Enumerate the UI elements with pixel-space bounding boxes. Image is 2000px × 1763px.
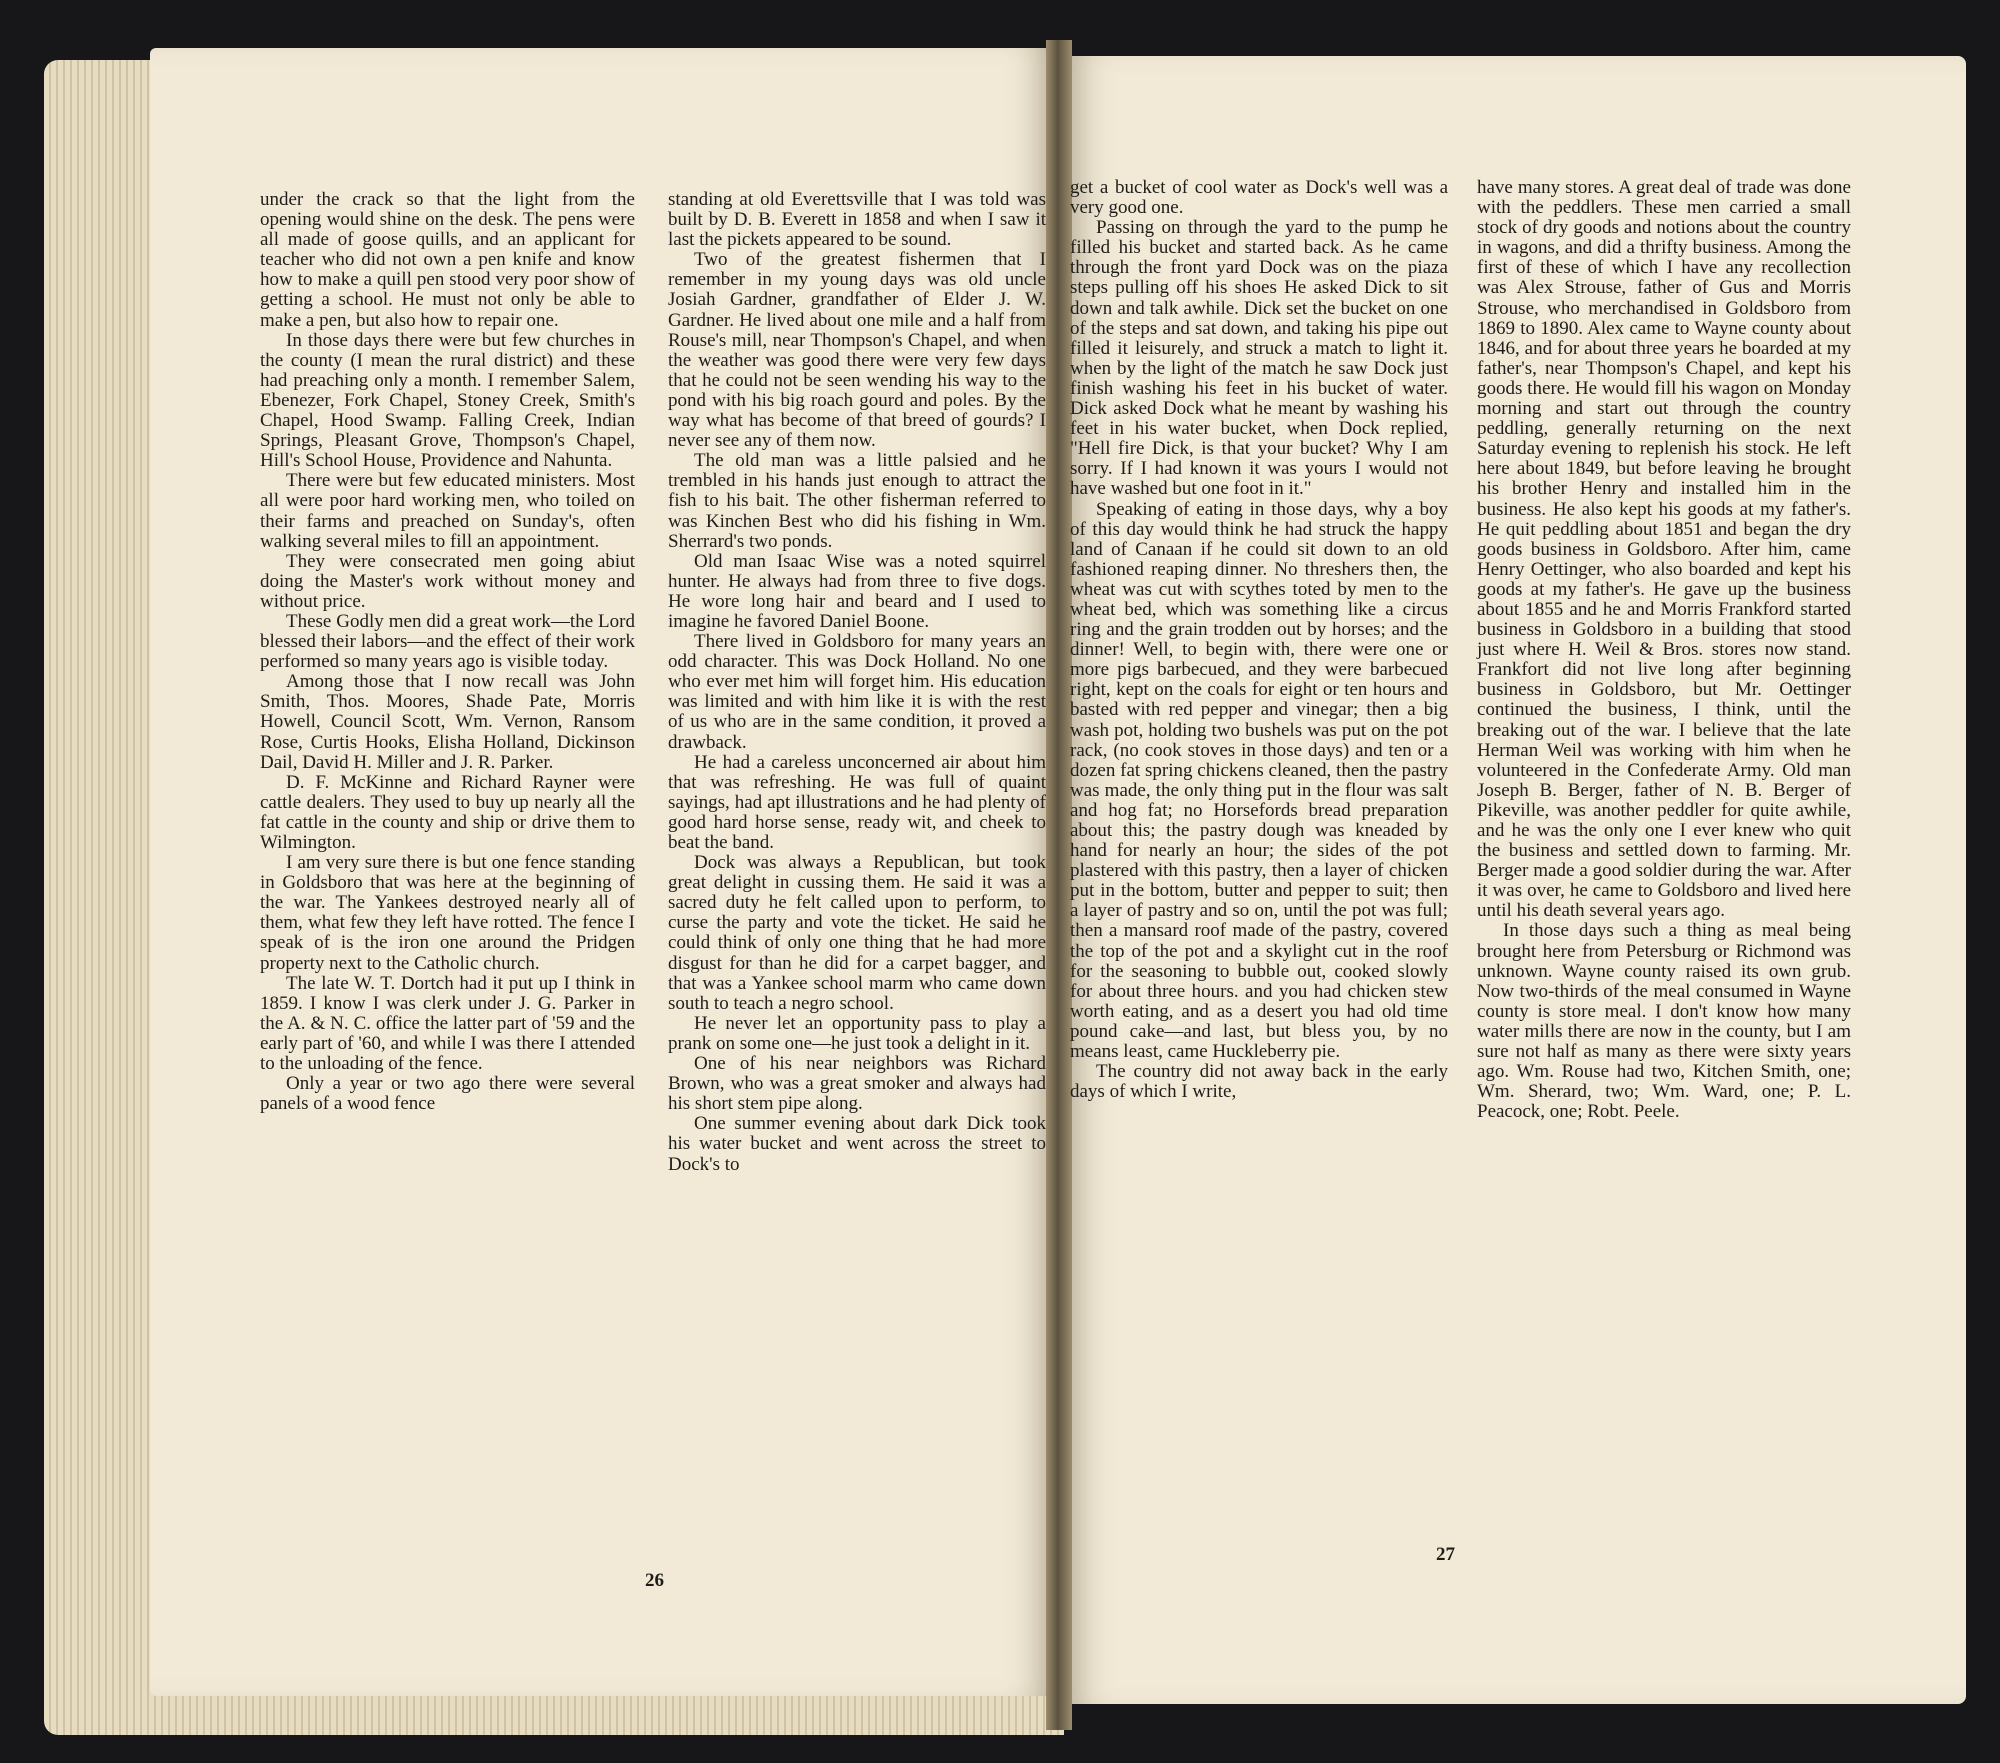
- paragraph: One of his near neighbors was Richard Brown, who was a great smoker and always had his short stem pipe along.: [668, 1053, 1046, 1115]
- paragraph: I am very sure there is but one fence standing in Goldsboro that was here at the beginning of the war. The Yankees destroyed nearly all of them, what few they left have rotted. The fence I speak of is the iron one around the Pridgen property next to the Catholic church.: [260, 852, 635, 974]
- paragraph: Old man Isaac Wise was a noted squirrel hunter. He always had from three to five dogs. He wore long hair and beard and I used to imagine he favored Daniel Boone.: [668, 550, 1046, 632]
- page-number-left: 26: [645, 1570, 664, 1591]
- right-page-column-1: [1070, 178, 1448, 1102]
- page-number-right: 27: [1436, 1544, 1455, 1565]
- left-page-column-2: [668, 190, 1046, 1175]
- right-page-column-2: [1477, 178, 1851, 1122]
- left-page-column-1: [260, 190, 635, 1114]
- paragraph: Speaking of eating in those days, why a boy of this day would think he had struck the happy land of Canaan if he could sit down to an old fashioned reaping dinner. No threshers then, the wheat was cut with scythes toted by men to the wheat bed, which was something like a circus ring and the grain trodden out by horses; and the dinner! Well, to begin with, there were one or more pigs barbecued, and they were barbecued right, kept on the coals for eight or ten hours and basted with red pepper and vinegar; then a big wash pot, holding two bushels was put on the pot rack, (no cook stoves in those days) and ten or a dozen fat spring chickens cleaned, then the pastry was made, the only thing put in the flour was salt and hog fat; no Horsefords bread preparation about this; the pastry dough was kneaded by hand for nearly an hour; the sides of the pot plastered with this pastry, then a layer of chicken put in the bottom, butter and pepper to suit; then a layer of pastry and so on, until the pot was full; then a mansard roof made of the pastry, covered the top of the pot and a skylight cut in the roof for the seasoning to bubble out, cooked slowly for about three hours. and you had chicken stew worth eating, and as a desert you had old time pound cake—and last, but bless you, by no means least, came Huckleberry pie.: [1070, 498, 1448, 1063]
- paragraph: He never let an opportunity pass to play a prank on some one—he just took a delight in it.: [668, 1012, 1046, 1054]
- paragraph: Only a year or two ago there were several panels of a wood fence: [260, 1073, 635, 1115]
- paragraph: One summer evening about dark Dick took his water bucket and went across the street to Dock's to: [668, 1113, 1046, 1175]
- paragraph: have many stores. A great deal of trade was done with the peddlers. These men carried a small stock of dry goods and notions about the country in wagons, and did a thrifty business. Among the first of these of which I have any recollection was Alex Strouse, father of Gus and Morris Strouse, who merchandised in Goldsboro from 1869 to 1890. Alex came to Wayne county about 1846, and for about three years he boarded at my father's, near Thompson's Chapel, and kept his goods there. He would fill his wagon on Monday morning and start out through the country peddling, generally returning on the next Saturday evening to replenish his stock. He left here about 1849, but before leaving he brought his brother Henry and installed him in the business. He also kept his goods at my father's. He quit peddling about 1851 and began the dry goods business in Goldsboro. After him, came Henry Oettinger, who also boarded and kept his goods at my father's. He gave up the business about 1855 and he and Morris Frankford started business in Goldsboro in a building that stood just where H. Weil & Bros. stores now stand. Frankfort did not live long after beginning business in Goldsboro, but Mr. Oettinger continued the business, I think, until the breaking out of the war. I believe that the late Herman Weil was working with him when he volunteered in the Confederate Army. Old man Joseph B. Berger, father of N. B. Berger of Pikeville, was another peddler for quite awhile, and he was the only one I ever knew who quit the business and settled down to farming. Mr. Berger made a good soldier during the war. After it was over, he came to Goldsboro and lived here until his death several years ago.: [1477, 177, 1851, 922]
- paragraph: There lived in Goldsboro for many years an odd character. This was Dock Holland. No one who ever met him will forget him. His education was limited and with him like it is with the rest of us who are in the same condition, it proved a drawback.: [668, 631, 1046, 753]
- paragraph: under the crack so that the light from the opening would shine on the desk. The pens were all made of goose quills, and an applicant for teacher who did not own a pen knife and know how to make a quill pen stood very poor show of getting a school. He must not only be able to make a pen, but also how to repair one.: [260, 189, 635, 331]
- paragraph: They were consecrated men going abiut doing the Master's work without money and without price.: [260, 550, 635, 612]
- paragraph: In those days such a thing as meal being brought here from Petersburg or Richmond was unknown. Wayne county raised its own grub. Now two-thirds of the meal consumed in Wayne county is store meal. I don't know how many water mills there are now in the county, but I am sure not half as many as there were sixty years ago. Wm. Rouse had two, Kitchen Smith, one; Wm. Sherard, two; Wm. Ward, one; P. L. Peacock, one; Robt. Peele.: [1477, 920, 1851, 1123]
- paragraph: D. F. McKinne and Richard Rayner were cattle dealers. They used to buy up nearly all the fat cattle in the county and ship or drive them to Wilmington.: [260, 771, 635, 853]
- paragraph: Among those that I now recall was John Smith, Thos. Moores, Shade Pate, Morris Howell, Council Scott, Wm. Vernon, Ransom Rose, Curtis Hooks, Elisha Holland, Dickinson Dail, David H. Miller and J. R. Parker.: [260, 671, 635, 773]
- paragraph: The late W. T. Dortch had it put up I think in 1859. I know I was clerk under J. G. Parker in the A. & N. C. office the latter part of '59 and the early part of '60, and while I was there I attended to the unloading of the fence.: [260, 972, 635, 1075]
- paragraph: standing at old Everettsville that I was told was built by D. B. Everett in 1858 and when I saw it last the pickets appeared to be sound.: [668, 189, 1046, 251]
- paragraph: He had a careless unconcerned air about him that was refreshing. He was full of quaint sayings, had apt illustrations and he had plenty of good hard horse sense, ready wit, and cheek to beat the band.: [668, 751, 1046, 853]
- paragraph: These Godly men did a great work—the Lord blessed their labors—and the effect of their work performed so many years ago is visible today.: [260, 610, 635, 673]
- paragraph: The country did not away back in the early days of which I write,: [1070, 1061, 1448, 1103]
- paragraph: Dock was always a Republican, but took great delight in cussing them. He said it was a sacred duty he felt called upon to perform, to curse the party and vote the ticket. He said he could think of only one thing that he had more disgust for than he did for a carpet bagger, and that was a Yankee school marm who came down south to teach a negro school.: [668, 852, 1046, 1014]
- paragraph: Passing on through the yard to the pump he filled his bucket and started back. As he came through the front yard Dock was on the piaza steps pulling off his shoes He asked Dick to sit down and talk awhile. Dick set the bucket on one of the steps and sat down, and taking his pipe out filled it leisurely, and struck a match to light it. when by the light of the match he saw Dock just finish washing his feet in his bucket of water. Dick asked Dock what he meant by washing his feet in his water bucket, when Dock replied, "Hell fire Dick, is that your bucket? Why I am sorry. If I had known it was yours I would not have washed but one foot in it.": [1070, 217, 1448, 500]
- book-spine: [1046, 40, 1072, 1730]
- paragraph: get a bucket of cool water as Dock's well was a very good one.: [1070, 177, 1448, 219]
- paragraph: The old man was a little palsied and he trembled in his hands just enough to attract the fish to his bait. The other fisherman referred to was Kinchen Best who did his fishing in Wm. Sherrard's two ponds.: [668, 450, 1046, 552]
- paragraph: Two of the greatest fishermen that I remember in my young days was old uncle Josiah Gardner, grandfather of Elder J. W. Gardner. He lived about one mile and a half from Rouse's mill, near Thompson's Chapel, and when the weather was good there were very few days that he could not be seen wending his way to the pond with his big roach gourd and poles. By the way what has become of that breed of gourds? I never see any of them now.: [668, 249, 1046, 452]
- paragraph: There were but few educated ministers. Most all were poor hard working men, who toiled on their farms and preached on Sunday's, often walking several miles to fill an appointment.: [260, 470, 635, 552]
- paragraph: In those days there were but few churches in the county (I mean the rural district) and these had preaching only a month. I remember Salem, Ebenezer, Fork Chapel, Stoney Creek, Smith's Chapel, Hood Swamp. Falling Creek, Indian Springs, Pleasant Grove, Thompson's Chapel, Hill's School House, Providence and Nahunta.: [260, 329, 635, 472]
